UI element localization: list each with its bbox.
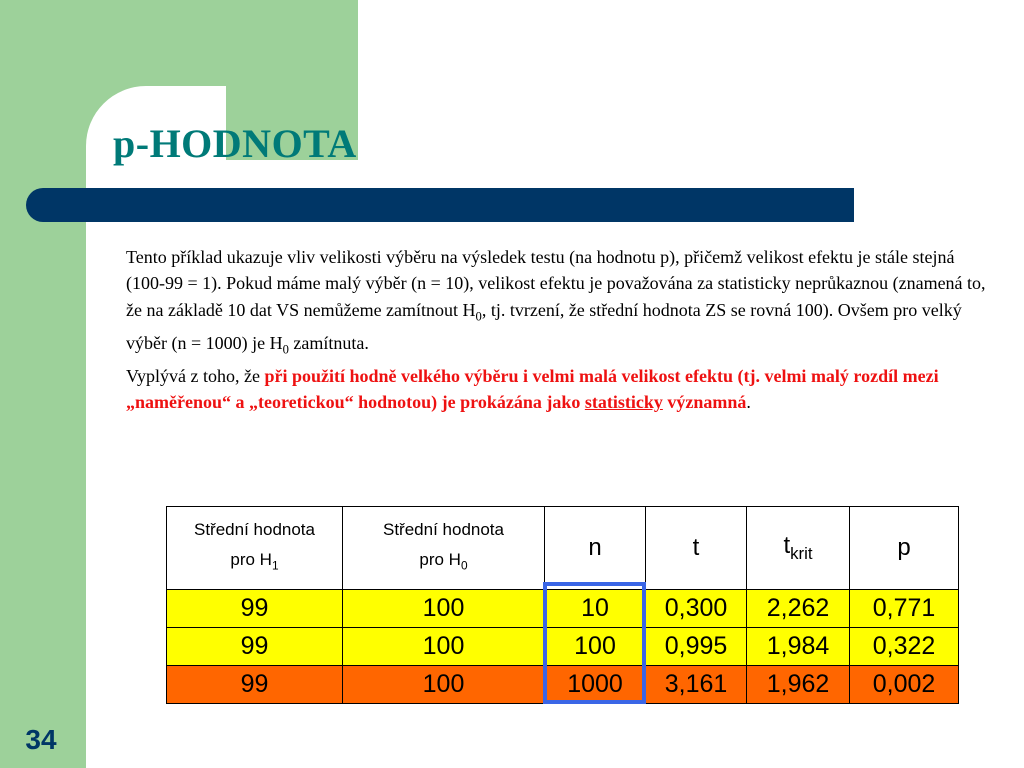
header-p: p	[850, 507, 959, 590]
conclusion-emphasis: při použití hodně velkého výběru i velmi malá velikost efektu (tj. velmi malý rozdíl mezi „naměřenou“ a „teoretickou“ hodnotou) je prokázána jako	[126, 365, 939, 413]
cell-t: 0,300	[646, 590, 747, 628]
header-mean-h0: Střední hodnota pro $H_0$	[343, 507, 545, 590]
title-underline-bar	[26, 188, 854, 222]
cell-t-krit: 1,962	[747, 666, 850, 704]
cell-p: 0,322	[850, 628, 959, 666]
slide-number: 34	[25, 724, 57, 755]
paragraph-part-2: , tj. tvrzení, že střední hodnota ZS se rovná 100). Ovšem pro velký výběr (n = 1000) je H	[126, 299, 962, 353]
slide-title: p-HODNOTA	[113, 121, 357, 166]
cell-mean-h1: 99	[167, 628, 343, 666]
cell-n: 10	[545, 590, 646, 628]
cell-mean-h1: 99	[167, 590, 343, 628]
explanation-paragraph	[126, 244, 996, 363]
paragraph-part-3: zamítnuta.	[288, 332, 369, 353]
cell-p: 0,771	[850, 590, 959, 628]
header-mean-h1: Střední hodnota pro $H_1$	[167, 507, 343, 590]
paragraph-part-1: Tento příklad ukazuje vliv velikosti výběru na výsledek testu (na hodnotu p), přičemž velikost efektu je stále stejná (100-99 = 1). Pokud máme malý výběr (n = 10), velikost efektu je považována za statisticky neprůkaznou (znamená to, že na základě 10 dat VS nemůžeme zamítnout H	[126, 247, 986, 320]
table-header-row	[167, 507, 959, 590]
cell-t-krit: 2,262	[747, 590, 850, 628]
header-n: n	[545, 507, 646, 590]
conclusion-underlined: statisticky	[584, 392, 663, 413]
cell-mean-h0: 100	[343, 590, 545, 628]
header-t-krit: $t_{krit}$	[747, 507, 850, 590]
conclusion-suffix: .	[746, 392, 751, 413]
decor-green-left	[0, 0, 86, 768]
n-column-highlight	[543, 582, 646, 704]
conclusion-prefix: Vyplývá z toho, že	[126, 365, 265, 386]
h0-subscript: 0	[282, 342, 289, 357]
cell-mean-h0: 100	[343, 666, 545, 704]
cell-n: 100	[545, 628, 646, 666]
cell-t-krit: 1,984	[747, 628, 850, 666]
conclusion-paragraph	[126, 363, 996, 416]
conclusion-emphasis-end: významná	[662, 392, 747, 413]
cell-t: 0,995	[646, 628, 747, 666]
cell-n: 1000	[545, 666, 646, 704]
cell-p: 0,002	[850, 666, 959, 704]
header-t: t	[646, 507, 747, 590]
cell-mean-h1: 99	[167, 666, 343, 704]
explanation-text	[126, 244, 996, 416]
h0-subscript: 0	[475, 309, 482, 324]
cell-t: 3,161	[646, 666, 747, 704]
cell-mean-h0: 100	[343, 628, 545, 666]
